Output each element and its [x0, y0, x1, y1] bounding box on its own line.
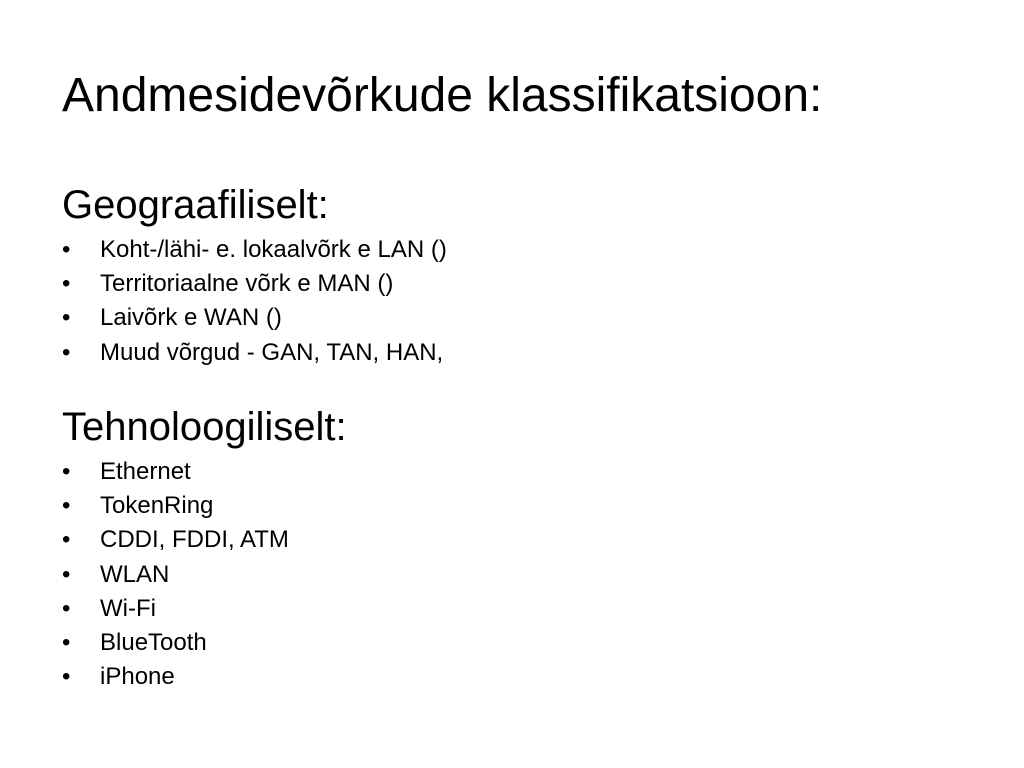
bullet-list-geographic [62, 233, 962, 370]
bullet-icon: • [62, 629, 71, 657]
bullet-item [62, 523, 962, 557]
bullet-item [62, 626, 962, 660]
bullet-text: iPhone [100, 663, 175, 691]
slide-title: Andmesidevõrkude klassifikatsioon: [62, 69, 823, 122]
bullet-icon: • [62, 594, 71, 622]
bullet-text: Muud võrgud - GAN, TAN, HAN, [100, 338, 444, 366]
bullet-icon: • [62, 560, 71, 588]
bullet-item [62, 592, 962, 626]
bullet-text: Laivõrk e WAN () [100, 304, 282, 332]
bullet-text: TokenRing [100, 492, 214, 520]
bullet-item [62, 558, 962, 592]
bullet-text: Ethernet [100, 458, 191, 485]
bullet-icon: • [62, 338, 71, 366]
bullet-item [62, 336, 962, 370]
bullet-icon: • [62, 458, 71, 485]
bullet-text: WLAN [100, 560, 170, 588]
bullet-icon: • [62, 270, 71, 298]
section-heading-technological: Tehnoloogiliselt: [62, 405, 347, 449]
bullet-icon: • [62, 236, 71, 263]
section-technological [62, 402, 962, 694]
bullet-text: BlueTooth [100, 629, 207, 657]
bullet-icon: • [62, 663, 71, 691]
bullet-text: CDDI, FDDI, ATM [100, 526, 289, 554]
bullet-text: Koht-/lähi- e. lokaalvõrk e LAN () [100, 236, 447, 263]
bullet-icon: • [62, 492, 71, 520]
bullet-item [62, 660, 962, 694]
bullet-list-technological [62, 455, 962, 694]
bullet-item [62, 301, 962, 335]
bullet-item [62, 489, 962, 523]
bullet-icon: • [62, 304, 71, 332]
bullet-item [62, 455, 962, 489]
bullet-icon: • [62, 526, 71, 554]
bullet-item [62, 267, 962, 301]
section-heading-geographic: Geograafiliselt: [62, 183, 329, 227]
bullet-item [62, 233, 962, 267]
bullet-text: Wi-Fi [100, 594, 156, 622]
section-geographic [62, 180, 962, 370]
bullet-text: Territoriaalne võrk e MAN () [100, 270, 394, 298]
